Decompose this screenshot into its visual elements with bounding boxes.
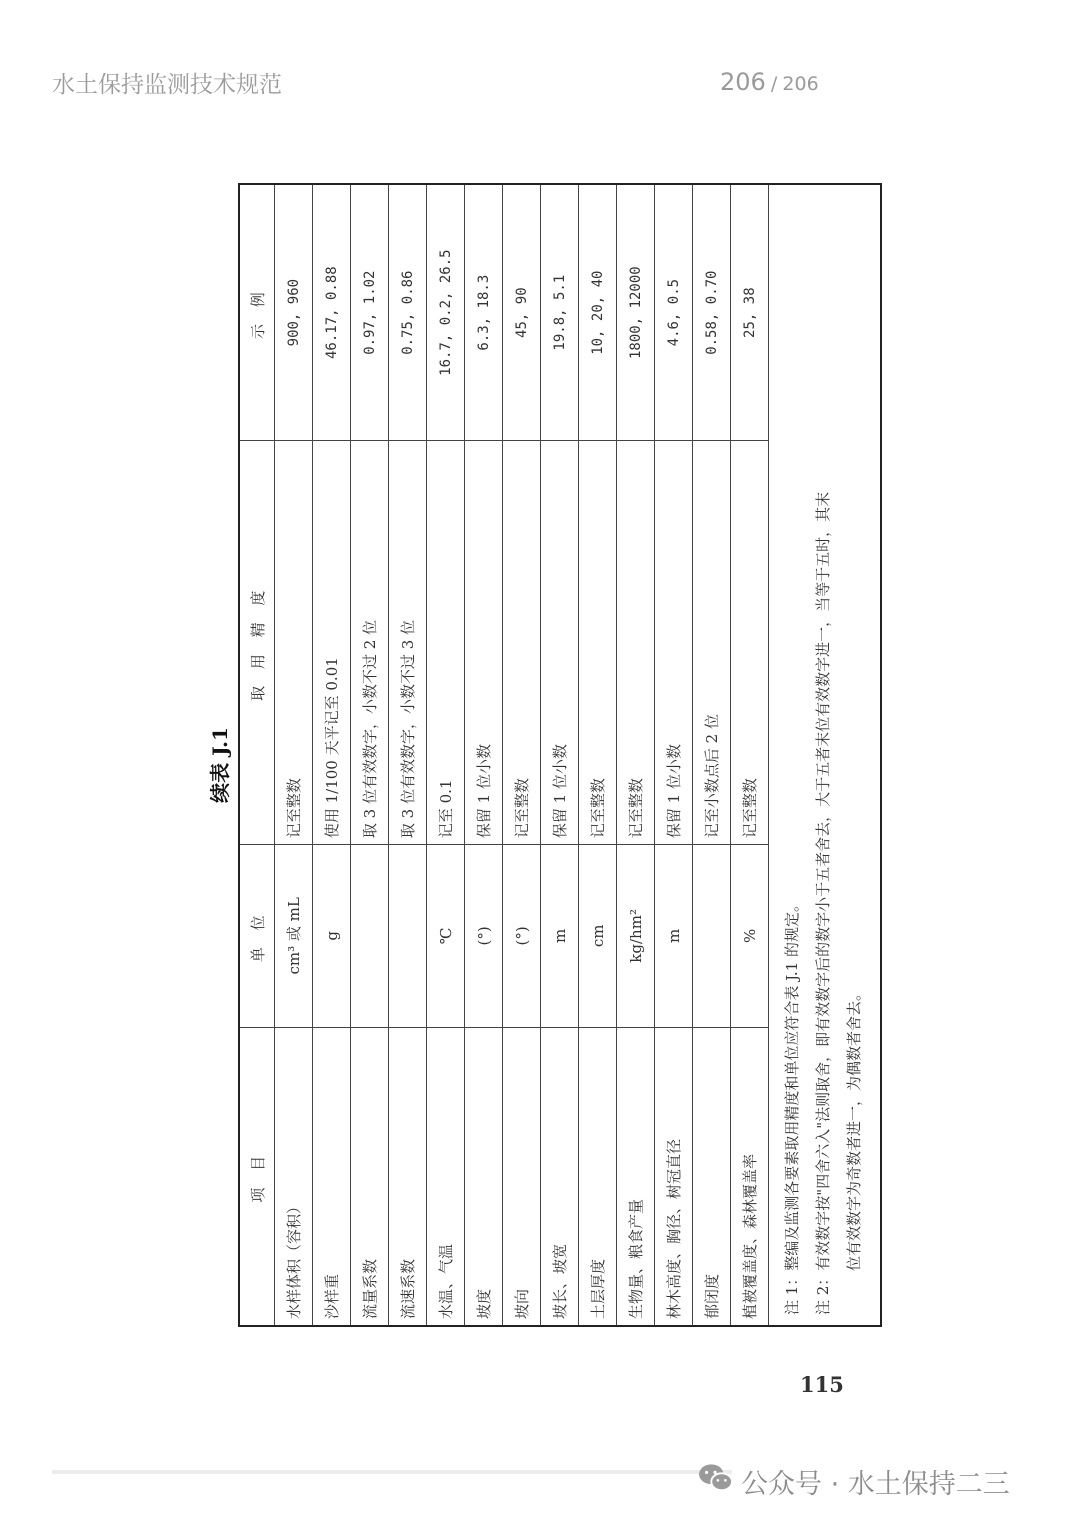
cell-example: 19.8, 5.1 bbox=[541, 184, 579, 441]
table-row bbox=[655, 184, 693, 1326]
cell-precision: 记至整数 bbox=[731, 441, 769, 845]
table-notes bbox=[769, 184, 882, 1326]
cell-item: 生物量、粮食产量 bbox=[617, 1027, 655, 1326]
cell-item: 郁闭度 bbox=[693, 1027, 731, 1326]
cell-item: 坡长、坡宽 bbox=[541, 1027, 579, 1326]
cell-precision: 记至小数点后 2 位 bbox=[693, 441, 731, 845]
doc-title: 水土保持监测技术规范 bbox=[52, 72, 282, 98]
cell-example: 0.75, 0.86 bbox=[389, 184, 427, 441]
table-row bbox=[351, 184, 389, 1326]
cell-precision: 记至整数 bbox=[275, 441, 313, 845]
cell-item: 土层厚度 bbox=[579, 1027, 617, 1326]
precision-table bbox=[238, 183, 882, 1327]
cell-example: 900, 960 bbox=[275, 184, 313, 441]
cell-unit bbox=[389, 845, 427, 1027]
cell-precision: 记至整数 bbox=[503, 441, 541, 845]
note-1: 注 1：整编及监测各要素取用精度和单位应符合表 J.1 的规定。 bbox=[783, 896, 801, 1315]
cell-unit: (°) bbox=[503, 845, 541, 1027]
note-2-continued: 位有效数字为奇数者进一，为偶数者舍去。 bbox=[845, 985, 863, 1271]
cell-precision: 保留 1 位小数 bbox=[541, 441, 579, 845]
table-row bbox=[541, 184, 579, 1326]
page-separator: / bbox=[770, 73, 778, 95]
cell-example: 10, 20, 40 bbox=[579, 184, 617, 441]
cell-unit: kg/hm² bbox=[617, 845, 655, 1027]
cell-example: 25, 38 bbox=[731, 184, 769, 441]
cell-unit bbox=[351, 845, 389, 1027]
page-current: 206 bbox=[720, 68, 766, 96]
page-total: 206 bbox=[782, 73, 819, 95]
footer-divider bbox=[52, 1470, 732, 1474]
table-row bbox=[617, 184, 655, 1326]
cell-unit: ℃ bbox=[427, 845, 465, 1027]
wechat-icon bbox=[697, 1462, 735, 1501]
table-row bbox=[693, 184, 731, 1326]
cell-item: 流量系数 bbox=[351, 1027, 389, 1326]
cell-item: 植被覆盖度、森林覆盖率 bbox=[731, 1027, 769, 1326]
cell-unit: (°) bbox=[465, 845, 503, 1027]
cell-item: 水温、气温 bbox=[427, 1027, 465, 1326]
cell-unit: cm³ 或 mL bbox=[275, 845, 313, 1027]
cell-example: 0.58, 0.70 bbox=[693, 184, 731, 441]
cell-unit bbox=[693, 845, 731, 1027]
table-caption: 续表 J.1 bbox=[208, 727, 232, 803]
cell-unit: g bbox=[313, 845, 351, 1027]
page-number: 115 bbox=[800, 1372, 844, 1397]
cell-item: 坡向 bbox=[503, 1027, 541, 1326]
header-item: 项 目 bbox=[239, 1027, 275, 1326]
scanned-page bbox=[190, 175, 910, 1355]
cell-example: 16.7, 0.2, 26.5 bbox=[427, 184, 465, 441]
table-header-row bbox=[239, 184, 275, 1326]
cell-example: 4.6, 0.5 bbox=[655, 184, 693, 441]
cell-precision: 记至整数 bbox=[617, 441, 655, 845]
table-row bbox=[503, 184, 541, 1326]
cell-item: 沙样重 bbox=[313, 1027, 351, 1326]
table-row bbox=[313, 184, 351, 1326]
cell-precision: 记至 0.1 bbox=[427, 441, 465, 845]
watermark bbox=[697, 1462, 1010, 1501]
cell-precision: 取 3 位有效数字，小数不过 3 位 bbox=[389, 441, 427, 845]
table-notes-row bbox=[769, 184, 882, 1326]
cell-item: 林木高度、胸径、树冠直径 bbox=[655, 1027, 693, 1326]
watermark-text: 公众号 · 水土保持二三 bbox=[741, 1469, 1010, 1500]
table-row bbox=[465, 184, 503, 1326]
rotated-content bbox=[190, 175, 910, 1355]
note-2: 注 2：有效数字按"四舍六入"法则取舍，即有效数字后的数字小于五者舍去，大于五者末位有效数字进一，当等于五时，其末 bbox=[814, 491, 832, 1315]
cell-precision: 取 3 位有效数字，小数不过 2 位 bbox=[351, 441, 389, 845]
page-indicator bbox=[720, 68, 819, 96]
cell-precision: 记至整数 bbox=[579, 441, 617, 845]
header-unit: 单 位 bbox=[239, 845, 275, 1027]
cell-example: 0.97, 1.02 bbox=[351, 184, 389, 441]
cell-example: 45, 90 bbox=[503, 184, 541, 441]
table-row bbox=[389, 184, 427, 1326]
table-row bbox=[731, 184, 769, 1326]
cell-item: 流速系数 bbox=[389, 1027, 427, 1326]
cell-unit: m bbox=[655, 845, 693, 1027]
cell-example: 6.3, 18.3 bbox=[465, 184, 503, 441]
header-example: 示 例 bbox=[239, 184, 275, 441]
cell-item: 水样体积（容积） bbox=[275, 1027, 313, 1326]
table-row bbox=[579, 184, 617, 1326]
cell-unit: % bbox=[731, 845, 769, 1027]
table-row bbox=[427, 184, 465, 1326]
cell-item: 坡度 bbox=[465, 1027, 503, 1326]
cell-example: 46.17, 0.88 bbox=[313, 184, 351, 441]
table-row bbox=[275, 184, 313, 1326]
cell-unit: cm bbox=[579, 845, 617, 1027]
cell-precision: 使用 1/100 天平记至 0.01 bbox=[313, 441, 351, 845]
cell-example: 1800, 12000 bbox=[617, 184, 655, 441]
header-precision: 取 用 精 度 bbox=[239, 441, 275, 845]
cell-precision: 保留 1 位小数 bbox=[655, 441, 693, 845]
cell-unit: m bbox=[541, 845, 579, 1027]
cell-precision: 保留 1 位小数 bbox=[465, 441, 503, 845]
